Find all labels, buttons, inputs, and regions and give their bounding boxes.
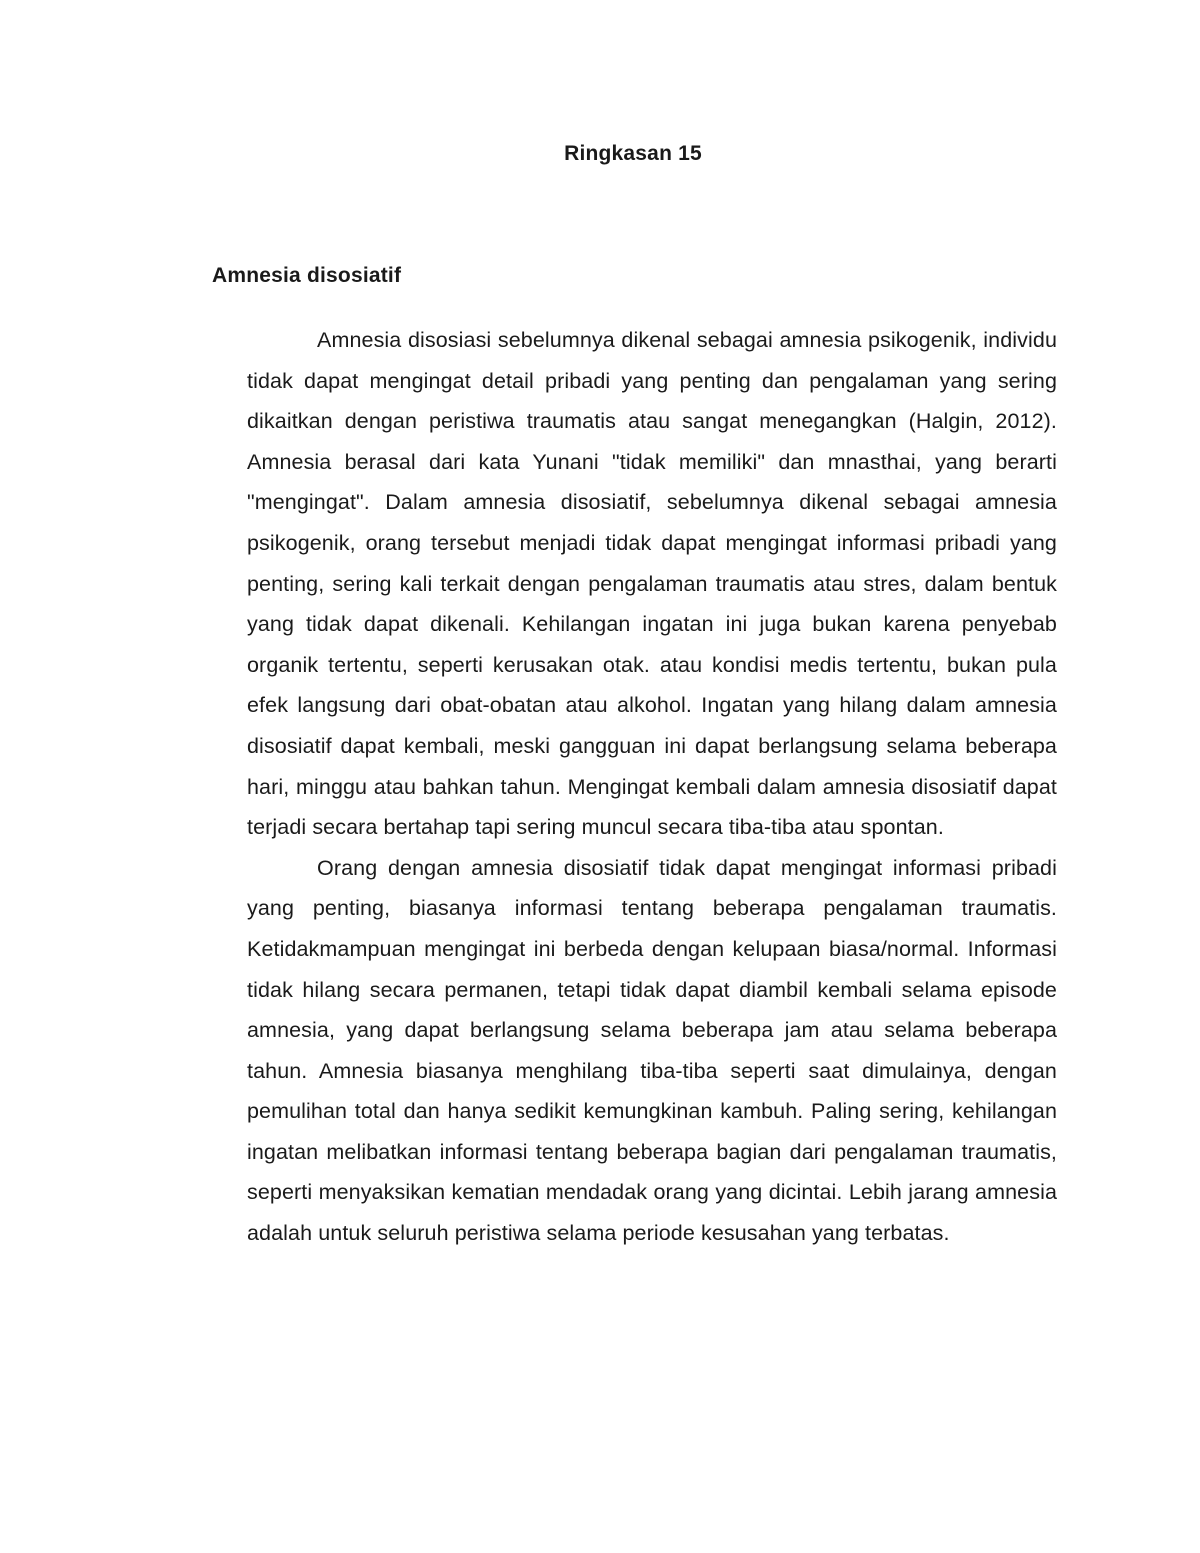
section-heading: Amnesia disosiatif bbox=[212, 264, 402, 287]
body-text bbox=[247, 320, 1057, 1254]
paragraph-1: Amnesia disosiasi sebelumnya dikenal sebagai amnesia psikogenik, individu tidak dapat mengingat detail pribadi yang penting dan pengalaman yang sering dikaitkan dengan peristiwa traumatis atau sangat menegangkan (Halgin, 2012). Amnesia berasal dari kata Yunani "tidak memiliki" dan mnasthai, yang berarti "mengingat". Dalam amnesia disosiatif, sebelumnya dikenal sebagai amnesia psikogenik, orang tersebut menjadi tidak dapat mengingat informasi pribadi yang penting, sering kali terkait dengan pengalaman traumatis atau stres, dalam bentuk yang tidak dapat dikenali. Kehilangan ingatan ini juga bukan karena penyebab organik tertentu, seperti kerusakan otak. atau kondisi medis tertentu, bukan pula efek langsung dari obat-obatan atau alkohol. Ingatan yang hilang dalam amnesia disosiatif dapat kembali, meski gangguan ini dapat berlangsung selama beberapa hari, minggu atau bahkan tahun. Mengingat kembali dalam amnesia disosiatif dapat terjadi secara bertahap tapi sering muncul secara tiba-tiba atau spontan. bbox=[247, 328, 1057, 840]
paragraph-2: Orang dengan amnesia disosiatif tidak dapat mengingat informasi pribadi yang penting, biasanya informasi tentang beberapa pengalaman traumatis. Ketidakmampuan mengingat ini berbeda dengan kelupaan biasa/normal. Informasi tidak hilang secara permanen, tetapi tidak dapat diambil kembali selama episode amnesia, yang dapat berlangsung selama beberapa jam atau selama beberapa tahun. Amnesia biasanya menghilang tiba-tiba seperti saat dimulainya, dengan pemulihan total dan hanya sedikit kemungkinan kambuh. Paling sering, kehilangan ingatan melibatkan informasi tentang beberapa bagian dari pengalaman traumatis, seperti menyaksikan kematian mendadak orang yang dicintai. Lebih jarang amnesia adalah untuk seluruh peristiwa selama periode kesusahan yang terbatas. bbox=[247, 855, 1057, 1246]
page-title: Ringkasan 15 bbox=[564, 142, 702, 165]
